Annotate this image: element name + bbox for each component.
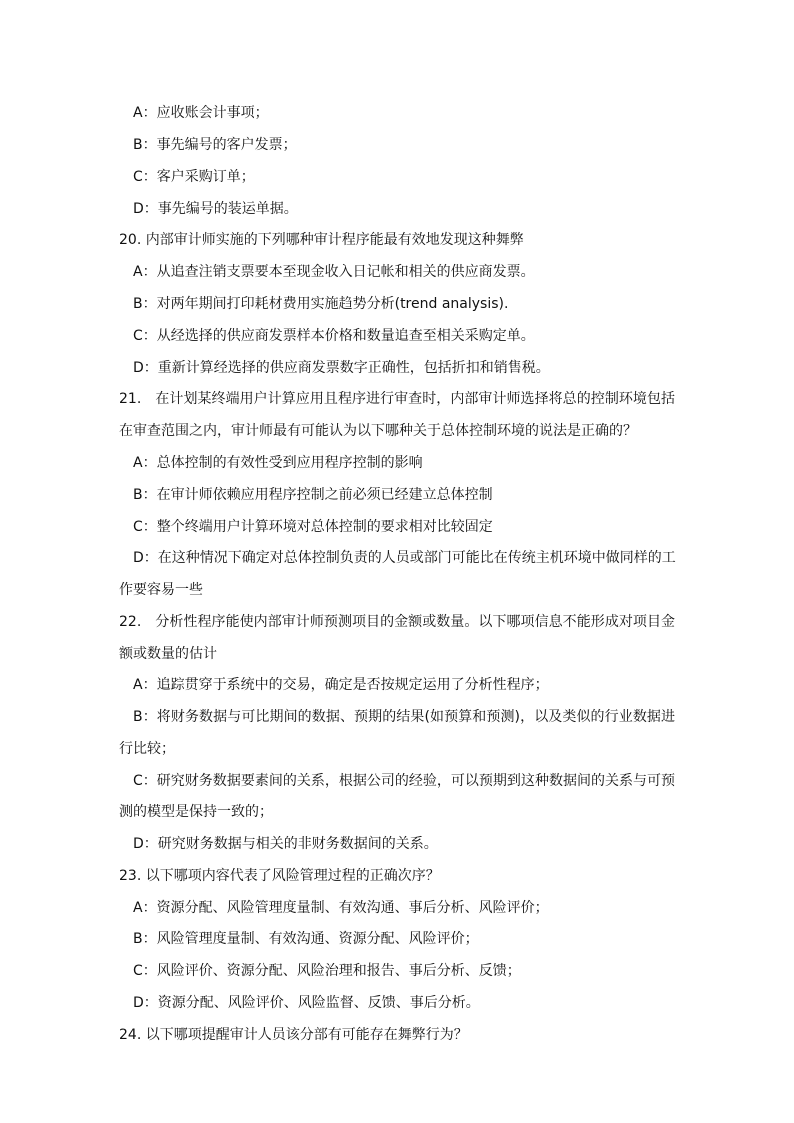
q19-option-c: C：客户采购订单； <box>133 169 255 185</box>
q22-option-b-line2: 行比较； <box>119 741 175 757</box>
q20-option-b: B：对两年期间打印耗材费用实施趋势分析(trend analysis). <box>133 296 509 312</box>
q22-option-b-line1: B：将财务数据与可比期间的数据、预期的结果(如预算和预测)，以及类似的行业数据进 <box>133 709 675 725</box>
q19-option-b: B：事先编号的客户发票； <box>133 137 297 153</box>
q21-option-b: B：在审计师依赖应用程序控制之前必须已经建立总体控制 <box>133 487 493 503</box>
q20-option-a: A：从追查注销支票要本至现金收入日记帐和相关的供应商发票。 <box>133 264 535 280</box>
q21-option-d-line2: 作要容易一些 <box>119 582 203 598</box>
q21-stem-line1: 21. 在计划某终端用户计算应用且程序进行审查时，内部审计师选择将总的控制环境包括 <box>119 391 675 407</box>
q22-stem-line1: 22. 分析性程序能使内部审计师预测项目的金额或数量。以下哪项信息不能形成对项目金 <box>119 614 675 630</box>
q21-option-c: C：整个终端用户计算环境对总体控制的要求相对比较固定 <box>133 519 493 535</box>
q20-option-c: C：从经选择的供应商发票样本价格和数量追查至相关采购定单。 <box>133 328 535 344</box>
q22-option-d: D：研究财务数据与相关的非财务数据间的关系。 <box>133 836 438 852</box>
q23-option-a: A：资源分配、风险管理度量制、有效沟通、事后分析、风险评价； <box>133 900 549 916</box>
q24-stem: 24. 以下哪项提醒审计人员该分部有可能存在舞弊行为？ <box>119 1027 468 1043</box>
q21-option-a: A：总体控制的有效性受到应用程序控制的影响 <box>133 455 423 471</box>
q23-option-b: B：风险管理度量制、有效沟通、资源分配、风险评价； <box>133 931 479 947</box>
q20-option-d: D：重新计算经选择的供应商发票数字正确性，包括折扣和销售税。 <box>133 360 550 376</box>
q19-option-d: D：事先编号的装运单据。 <box>133 201 298 217</box>
q21-option-d-line1: D：在这种情况下确定对总体控制负责的人员或部门可能比在传统主机环境中做同样的工 <box>133 550 676 566</box>
q22-option-c-line2: 测的模型是保持一致的； <box>119 804 273 820</box>
q22-option-c-line1: C：研究财务数据要素间的关系，根据公司的经验，可以预期到这种数据间的关系与可预 <box>133 773 675 789</box>
q23-option-c: C：风险评价、资源分配、风险治理和报告、事后分析、反馈； <box>133 963 521 979</box>
q22-option-a: A：追踪贯穿于系统中的交易，确定是否按规定运用了分析性程序； <box>133 677 549 693</box>
q20-stem: 20. 内部审计师实施的下列哪种审计程序能最有效地发现这种舞弊 <box>119 232 524 248</box>
q21-stem-line2: 在审查范围之内，审计师最有可能认为以下哪种关于总体控制环境的说法是正确的？ <box>119 423 637 439</box>
q23-stem: 23. 以下哪项内容代表了风险管理过程的正确次序？ <box>119 868 440 884</box>
q19-option-a: A：应收账会计事项； <box>133 105 269 121</box>
q23-option-d: D：资源分配、风险评价、风险监督、反馈、事后分析。 <box>133 995 480 1011</box>
q22-stem-line2: 额或数量的估计 <box>119 646 217 662</box>
